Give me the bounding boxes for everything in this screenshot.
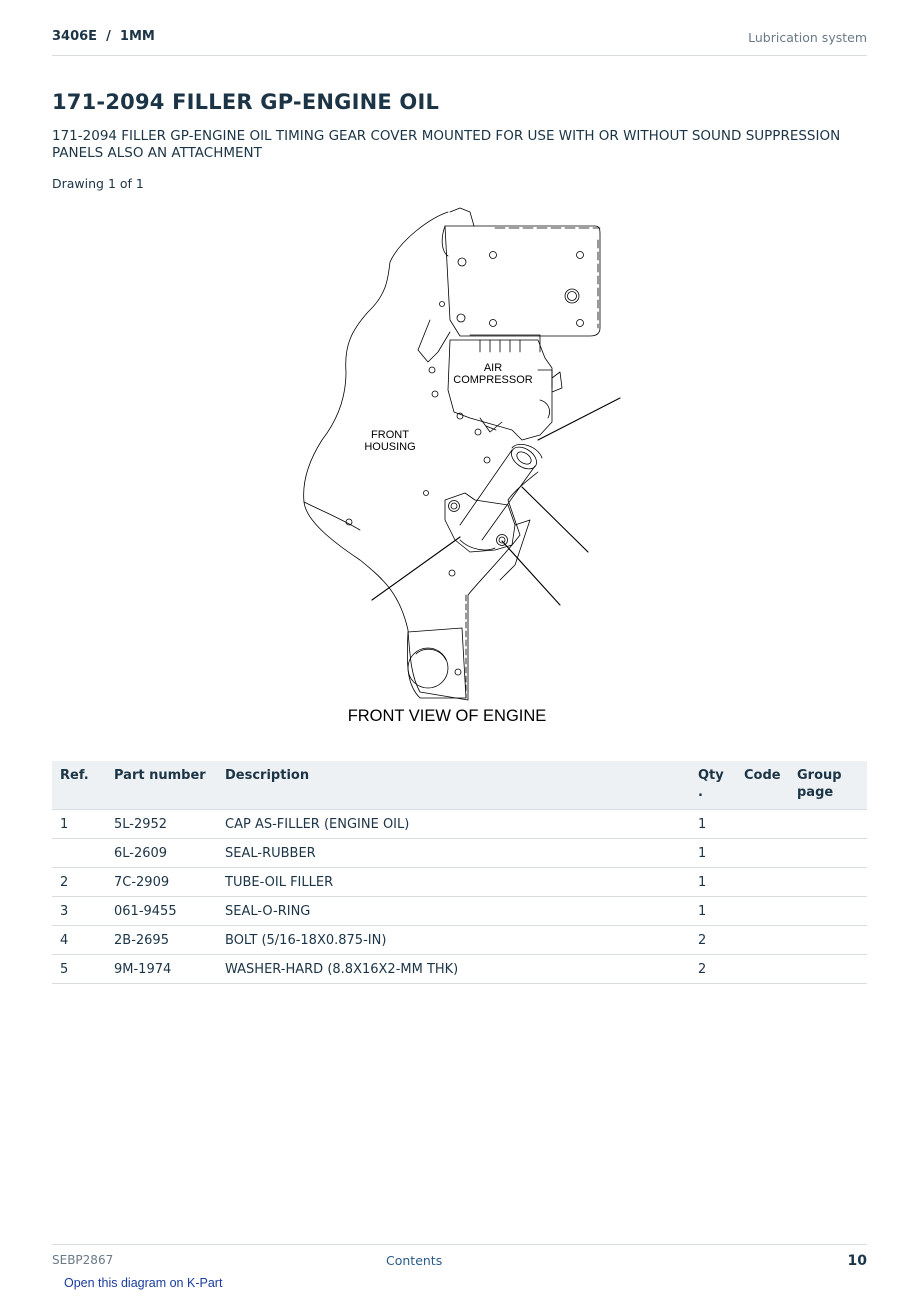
lower-boss: [407, 628, 466, 698]
page-title: 171-2094 FILLER GP-ENGINE OIL: [52, 90, 440, 114]
cell-ref: 2: [52, 868, 106, 897]
leader-line-4: [372, 537, 460, 600]
cell-description: TUBE-OIL FILLER: [217, 868, 690, 897]
contents-link[interactable]: Contents: [386, 1253, 443, 1268]
leader-line-2: [522, 487, 588, 552]
cell-part-number: 061-9455: [106, 897, 217, 926]
label-air: AIR: [483, 362, 503, 374]
parts-table: [52, 761, 867, 984]
page-number: 10: [847, 1253, 867, 1269]
table-row: [52, 955, 867, 984]
cell-code: [736, 897, 789, 926]
cell-part-number: 2B-2695: [106, 926, 217, 955]
table-row: [52, 839, 867, 868]
table-row: [52, 868, 867, 897]
section-label: Lubrication system: [748, 30, 867, 45]
cell-code: [736, 955, 789, 984]
cell-code: [736, 839, 789, 868]
header-ref: Ref.: [52, 761, 106, 810]
header-code: Code: [736, 761, 789, 810]
cell-group-page: [789, 810, 867, 839]
top-bracket: [450, 208, 474, 226]
document-number: SEBP2867: [52, 1253, 114, 1267]
page-subtitle: 171-2094 FILLER GP-ENGINE OIL TIMING GEAR COVER MOUNTED FOR USE WITH OR WITHOUT SOUND SUPPRESSION PANELS ALSO AN ATTACHMENT: [52, 128, 841, 161]
page-header: [52, 28, 867, 56]
cell-part-number: 9M-1974: [106, 955, 217, 984]
cell-part-number: 6L-2609: [106, 839, 217, 868]
cell-qty: 1: [690, 810, 736, 839]
cell-ref: 1: [52, 810, 106, 839]
cell-code: [736, 926, 789, 955]
header-description: Description: [217, 761, 690, 810]
table-row: [52, 897, 867, 926]
cell-group-page: [789, 955, 867, 984]
cell-qty: 1: [690, 839, 736, 868]
cell-code: [736, 868, 789, 897]
housing-outline: [304, 212, 538, 700]
leader-line-1: [538, 398, 620, 440]
cell-description: WASHER-HARD (8.8X16X2-MM THK): [217, 955, 690, 984]
cell-description: CAP AS-FILLER (ENGINE OIL): [217, 810, 690, 839]
label-compressor: COMPRESSOR: [453, 374, 533, 386]
cell-ref: 5: [52, 955, 106, 984]
cell-qty: 1: [690, 897, 736, 926]
parts-diagram: [290, 200, 630, 740]
kpart-link[interactable]: Open this diagram on K-Part: [64, 1276, 223, 1290]
cell-part-number: 5L-2952: [106, 810, 217, 839]
diagram-caption: FRONT VIEW OF ENGINE: [347, 707, 547, 725]
cell-qty: 1: [690, 868, 736, 897]
air-compressor: [448, 340, 552, 440]
cell-group-page: [789, 839, 867, 868]
cell-qty: 2: [690, 955, 736, 984]
cell-description: SEAL-O-RING: [217, 897, 690, 926]
label-housing: HOUSING: [364, 441, 416, 453]
page-footer: [52, 1244, 867, 1275]
cell-group-page: [789, 897, 867, 926]
cell-qty: 2: [690, 926, 736, 955]
table-row: [52, 926, 867, 955]
cell-ref: [52, 839, 106, 868]
table-header-row: [52, 761, 867, 810]
cell-description: SEAL-RUBBER: [217, 839, 690, 868]
table-row: [52, 810, 867, 839]
cell-group-page: [789, 868, 867, 897]
cell-group-page: [789, 926, 867, 955]
header-qty: Qty .: [690, 761, 736, 810]
label-front: FRONT: [371, 429, 409, 441]
cell-ref: 4: [52, 926, 106, 955]
drawing-count: Drawing 1 of 1: [52, 176, 144, 191]
cell-code: [736, 810, 789, 839]
cell-ref: 3: [52, 897, 106, 926]
header-part-number: Part number: [106, 761, 217, 810]
cell-part-number: 7C-2909: [106, 868, 217, 897]
model-label: 3406E / 1MM: [52, 29, 155, 44]
cell-description: BOLT (5/16-18X0.875-IN): [217, 926, 690, 955]
leader-line-3: [502, 541, 560, 605]
header-group-page: Group page: [789, 761, 867, 810]
